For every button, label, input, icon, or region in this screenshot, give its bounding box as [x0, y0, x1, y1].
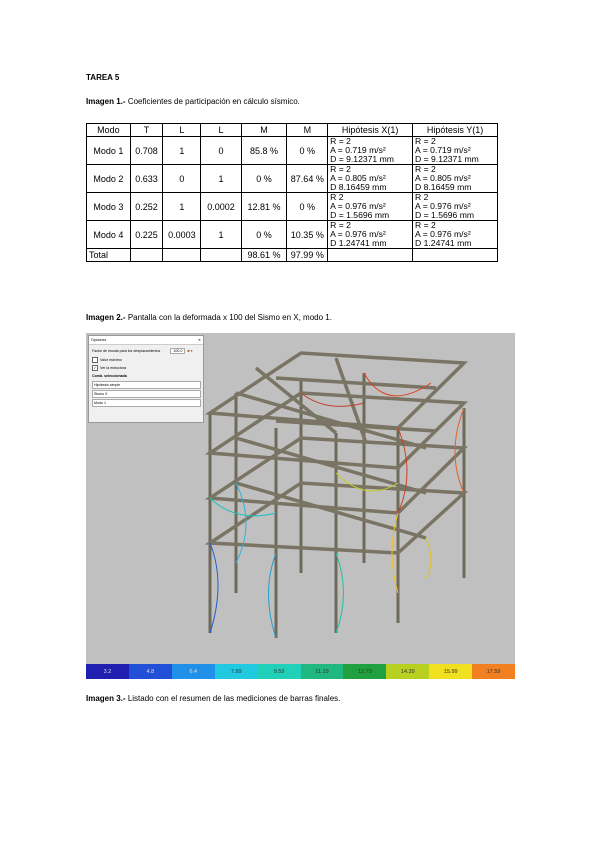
cell-my: 0 % — [287, 137, 328, 165]
hyp-line: A = 0.976 m/s² — [415, 201, 471, 211]
total-row — [87, 249, 498, 262]
task-title: TAREA 5 — [86, 73, 120, 82]
cell-my: 87.64 % — [287, 165, 328, 193]
hyp-line: R = 2 — [415, 136, 436, 146]
image1-label: Imagen 1.- — [86, 97, 126, 106]
blank — [201, 249, 241, 262]
max-value-row[interactable] — [92, 357, 122, 363]
hyp-line: A = 0.719 m/s² — [330, 145, 386, 155]
cell-modo: Modo 1 — [87, 137, 131, 165]
legend-swatch: 4.8 — [129, 664, 172, 679]
hyp-line: D 8.16459 mm — [330, 182, 387, 192]
hyp-line: R = 2 — [330, 164, 351, 174]
image2-label: Imagen 2.- — [86, 313, 126, 322]
show-structure-checkbox[interactable]: ✓ — [93, 366, 97, 370]
total-mx: 98.61 % — [241, 249, 287, 262]
cell-ly: 1 — [201, 165, 241, 193]
cell-my: 0 % — [287, 193, 328, 221]
scale-label: Factor de escala para los desplazamientos — [92, 349, 161, 353]
cell-mx: 12.81 % — [241, 193, 287, 221]
deformed-shape-viewport[interactable] — [86, 333, 515, 679]
legend-swatch: 7.99 — [215, 664, 258, 679]
total-my: 97.99 % — [287, 249, 328, 262]
structure-columns — [210, 373, 464, 638]
hyp-line: R = 2 — [415, 164, 436, 174]
image3-caption — [86, 694, 340, 703]
hyp-line: A = 0.805 m/s² — [330, 173, 386, 183]
image1-caption — [86, 97, 300, 106]
image2-text: Pantalla con la deformada x 100 del Sismo en X, modo 1. — [127, 313, 332, 322]
hyp-line: A = 0.976 m/s² — [415, 229, 471, 239]
hyp-line: D = 9.12371 mm — [330, 154, 394, 164]
participation-table — [86, 123, 498, 262]
options-titlebar[interactable] — [89, 336, 203, 345]
image2-caption — [86, 313, 332, 322]
options-title: Opciones — [91, 338, 107, 342]
combo-mode-select[interactable]: Modo 1 — [92, 399, 201, 407]
hyp-line: A = 0.976 m/s² — [330, 201, 386, 211]
scale-input[interactable]: 100.0 — [170, 348, 185, 354]
cell-mx: 0 % — [241, 165, 287, 193]
col-mx: M — [241, 124, 287, 137]
cell-hyp-y — [413, 193, 498, 221]
cell-ly: 1 — [201, 221, 241, 249]
hyp-line: D 1.24741 mm — [330, 238, 387, 248]
legend-swatch: 17.59 — [472, 664, 515, 679]
table-row — [87, 193, 498, 221]
cell-lx: 1 — [163, 137, 201, 165]
image1-text: Coeficientes de participación en cálculo sísmico. — [127, 97, 300, 106]
legend-swatch: 14.39 — [386, 664, 429, 679]
blank — [130, 249, 162, 262]
cell-modo: Modo 4 — [87, 221, 131, 249]
combo-header: Comb. seleccionada — [92, 374, 127, 378]
hyp-line: R 2 — [330, 192, 344, 202]
hyp-line: D = 9.12371 mm — [415, 154, 479, 164]
blank — [328, 249, 413, 262]
calculator-icon[interactable]: ■ — [187, 349, 190, 353]
cell-hyp-y — [413, 221, 498, 249]
table-row — [87, 137, 498, 165]
hyp-line: D = 1.5696 mm — [415, 210, 475, 220]
cell-modo: Modo 2 — [87, 165, 131, 193]
hyp-line: A = 0.719 m/s² — [415, 145, 471, 155]
cell-hyp-x — [328, 137, 413, 165]
hyp-line: R = 2 — [415, 220, 436, 230]
total-label: Total — [87, 249, 131, 262]
col-ly: L — [201, 124, 241, 137]
hyp-line: A = 0.805 m/s² — [415, 173, 471, 183]
legend-swatch: 11.19 — [301, 664, 344, 679]
cell-t: 0.225 — [130, 221, 162, 249]
cell-t: 0.633 — [130, 165, 162, 193]
combo-type-select[interactable]: Hipótesis simple — [92, 381, 201, 389]
hyp-line: R = 2 — [330, 136, 351, 146]
options-dialog[interactable] — [88, 335, 204, 423]
hyp-line: D = 1.5696 mm — [330, 210, 390, 220]
hyp-line: R 2 — [415, 192, 429, 202]
cell-hyp-y — [413, 165, 498, 193]
max-value-checkbox[interactable] — [92, 357, 98, 363]
col-lx: L — [163, 124, 201, 137]
cell-ly: 0 — [201, 137, 241, 165]
blank — [413, 249, 498, 262]
hyp-line: D 8.16459 mm — [415, 182, 472, 192]
cell-lx: 0 — [163, 165, 201, 193]
cell-hyp-x — [328, 165, 413, 193]
image3-text: Listado con el resumen de las mediciones de barras finales. — [127, 694, 341, 703]
table-row — [87, 221, 498, 249]
cell-t: 0.708 — [130, 137, 162, 165]
cell-my: 10.35 % — [287, 221, 328, 249]
cell-lx: 0.0003 — [163, 221, 201, 249]
hyp-line: R = 2 — [330, 220, 351, 230]
legend-swatch: 12.79 — [343, 664, 386, 679]
combo-case-select[interactable]: Sismo X — [92, 390, 201, 398]
cell-hyp-x — [328, 221, 413, 249]
legend-swatch: 3.2 — [86, 664, 129, 679]
col-hyp-y: Hipótesis Y(1) — [413, 124, 498, 137]
hyp-line: D 1.24741 mm — [415, 238, 472, 248]
table-header-row — [87, 124, 498, 137]
col-t: T — [130, 124, 162, 137]
legend-swatch: 6.4 — [172, 664, 215, 679]
cell-hyp-y — [413, 137, 498, 165]
help-icon[interactable]: ● — [190, 349, 193, 353]
legend-swatch: 9.59 — [258, 664, 301, 679]
show-structure-row[interactable] — [92, 365, 126, 371]
cell-modo: Modo 3 — [87, 193, 131, 221]
blank — [163, 249, 201, 262]
table-row — [87, 165, 498, 193]
close-icon[interactable]: ✕ — [197, 338, 201, 342]
col-my: M — [287, 124, 328, 137]
legend-swatch: 15.99 — [429, 664, 472, 679]
cell-hyp-x — [328, 193, 413, 221]
col-modo: Modo — [87, 124, 131, 137]
cell-lx: 1 — [163, 193, 201, 221]
color-legend — [86, 664, 515, 679]
show-structure-label: Ver la estructura — [100, 366, 127, 370]
col-hyp-x: Hipótesis X(1) — [328, 124, 413, 137]
max-value-label: Valor máximo — [100, 358, 122, 362]
hyp-line: A = 0.976 m/s² — [330, 229, 386, 239]
cell-ly: 0.0002 — [201, 193, 241, 221]
cell-mx: 0 % — [241, 221, 287, 249]
cell-mx: 85.8 % — [241, 137, 287, 165]
scale-row — [92, 348, 193, 354]
image3-label: Imagen 3.- — [86, 694, 126, 703]
cell-t: 0.252 — [130, 193, 162, 221]
